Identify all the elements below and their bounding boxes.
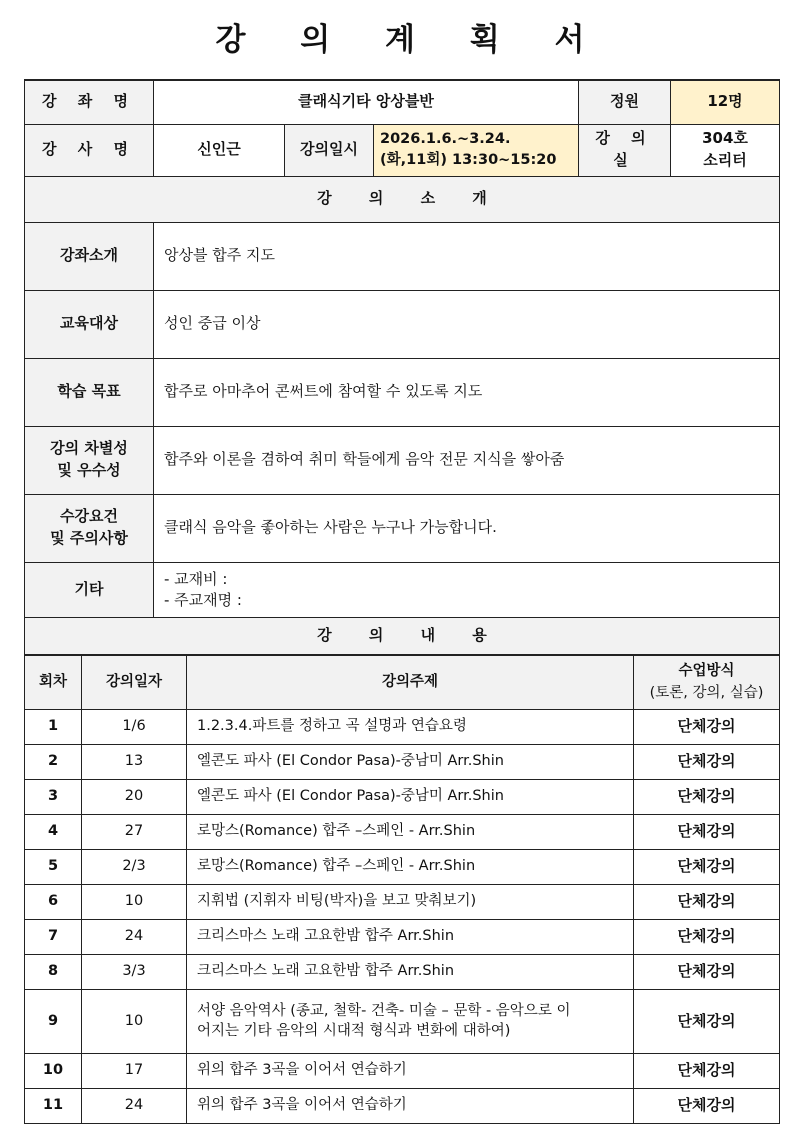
- schedule-times: (화,11회) 13:30~15:20: [380, 152, 557, 168]
- session-number: 4: [25, 815, 82, 850]
- etc-textbook-name: - 주교재명 :: [164, 590, 242, 609]
- schedule-section-title: 강 의 내 용: [25, 617, 780, 654]
- topic-line: 크리스마스 노래 고요한밤 합주 Arr.Shin: [197, 928, 455, 945]
- lecture-topic: [187, 815, 634, 850]
- topic-line: 엘콘도 파사 (El Condor Pasa)-중남미 Arr.Shin: [197, 753, 504, 770]
- schedule-body: [25, 710, 780, 1124]
- class-method: 단체강의: [634, 745, 780, 780]
- table-row: [25, 885, 780, 920]
- lecture-date: 3/3: [82, 955, 187, 990]
- intro-row: [25, 358, 780, 426]
- schedule-dates: 2026.1.6.~3.24.: [380, 130, 511, 147]
- intro-row-label: [25, 290, 154, 358]
- room-name: 소리터: [703, 151, 747, 169]
- intro-label-line: 수강요건: [60, 507, 118, 526]
- intro-section-title: 강 의 소 개: [25, 176, 780, 222]
- intro-label-line: 및 우수성: [57, 461, 121, 479]
- intro-row-value: 합주와 이론을 겸하여 취미 학들에게 음악 전문 지식을 쌓아줌: [154, 426, 780, 494]
- lecture-topic: [187, 745, 634, 780]
- intro-row-value: 성인 중급 이상: [154, 290, 780, 358]
- intro-row-label: [25, 494, 154, 562]
- instructor-name: 신인근: [154, 124, 285, 176]
- lecture-topic: [187, 990, 634, 1054]
- topic-line: 로망스(Romance) 합주 –스페인 - Arr.Shin: [197, 823, 476, 840]
- col-header-method: [634, 656, 780, 710]
- method-header-options: (토론, 강의, 실습): [649, 684, 764, 701]
- table-row: [25, 745, 780, 780]
- table-row: [25, 710, 780, 745]
- intro-row: [25, 426, 780, 494]
- class-method: 단체강의: [634, 780, 780, 815]
- course-name: 클래식기타 앙상블반: [154, 80, 579, 124]
- etc-label: 기타: [25, 562, 154, 617]
- intro-label-line: 교육대상: [60, 314, 118, 333]
- intro-row-value: 앙상블 합주 지도: [154, 222, 780, 290]
- lecture-topic: [187, 780, 634, 815]
- lecture-date: 1/6: [82, 710, 187, 745]
- lecture-topic: [187, 850, 634, 885]
- table-row: [25, 850, 780, 885]
- lecture-topic: [187, 885, 634, 920]
- table-row: [25, 955, 780, 990]
- lecture-date: 10: [82, 885, 187, 920]
- table-row: [25, 815, 780, 850]
- topic-line: 어지는 기타 음악의 시대적 형식과 변화에 대하여): [197, 1022, 511, 1039]
- class-method: 단체강의: [634, 920, 780, 955]
- intro-row: [25, 222, 780, 290]
- intro-row-value: 합주로 아마추어 콘써트에 참여할 수 있도록 지도: [154, 358, 780, 426]
- table-row: [25, 990, 780, 1054]
- etc-textbook-fee: - 교재비 :: [164, 570, 228, 589]
- course-name-label: 강 좌 명: [25, 80, 154, 124]
- schedule-value: [374, 124, 579, 176]
- intro-row-label: [25, 358, 154, 426]
- lecture-date: 10: [82, 990, 187, 1054]
- topic-line: 지휘법 (지휘자 비팅(박자)을 보고 맞춰보기): [197, 893, 477, 910]
- session-number: 8: [25, 955, 82, 990]
- lecture-topic: [187, 1054, 634, 1089]
- session-number: 9: [25, 990, 82, 1054]
- class-method: 단체강의: [634, 1054, 780, 1089]
- session-number: 3: [25, 780, 82, 815]
- schedule-header-row: [25, 656, 780, 710]
- topic-line: 서양 음악역사 (종교, 철학- 건축- 미술 – 문학 - 음악으로 이: [197, 1002, 571, 1019]
- intro-label-line: 학습 목표: [57, 382, 121, 401]
- table-row: [25, 780, 780, 815]
- lecture-date: 24: [82, 1089, 187, 1124]
- topic-line: 위의 합주 3곡을 이어서 연습하기: [197, 1097, 407, 1114]
- page-title: 강 의 계 획 서: [215, 22, 607, 58]
- intro-row-value: 클래식 음악을 좋아하는 사람은 누구나 가능합니다.: [154, 494, 780, 562]
- lecture-date: 20: [82, 780, 187, 815]
- topic-line: 위의 합주 3곡을 이어서 연습하기: [197, 1062, 407, 1079]
- intro-label-line: 및 주의사항: [50, 529, 128, 547]
- schedule-table: [24, 655, 780, 1124]
- lecture-topic: [187, 920, 634, 955]
- instructor-label: 강 사 명: [25, 124, 154, 176]
- lecture-date: 17: [82, 1054, 187, 1089]
- capacity-value: 12명: [671, 80, 780, 124]
- class-method: 단체강의: [634, 990, 780, 1054]
- session-number: 6: [25, 885, 82, 920]
- lecture-date: 27: [82, 815, 187, 850]
- session-number: 2: [25, 745, 82, 780]
- lecture-date: 24: [82, 920, 187, 955]
- room-value: [671, 124, 780, 176]
- etc-value: [154, 562, 780, 617]
- topic-line: 1.2.3.4.파트를 정하고 곡 설명과 연습요령: [197, 718, 467, 735]
- class-method: 단체강의: [634, 885, 780, 920]
- table-row: [25, 1089, 780, 1124]
- lecture-topic: [187, 1089, 634, 1124]
- intro-row-label: [25, 222, 154, 290]
- intro-label-line: 강의 차별성: [50, 439, 128, 458]
- session-number: 1: [25, 710, 82, 745]
- intro-row-label: [25, 426, 154, 494]
- capacity-label: 정원: [579, 80, 671, 124]
- class-method: 단체강의: [634, 850, 780, 885]
- lecture-date: 2/3: [82, 850, 187, 885]
- table-row: [25, 1054, 780, 1089]
- col-header-topic: 강의주제: [187, 656, 634, 710]
- intro-row: [25, 290, 780, 358]
- room-label: 강 의 실: [579, 124, 671, 176]
- col-header-date: 강의일자: [82, 656, 187, 710]
- intro-row: [25, 494, 780, 562]
- class-method: 단체강의: [634, 710, 780, 745]
- class-method: 단체강의: [634, 815, 780, 850]
- session-number: 7: [25, 920, 82, 955]
- class-method: 단체강의: [634, 1089, 780, 1124]
- session-number: 5: [25, 850, 82, 885]
- topic-line: 엘콘도 파사 (El Condor Pasa)-중남미 Arr.Shin: [197, 788, 504, 805]
- class-method: 단체강의: [634, 955, 780, 990]
- lecture-date: 13: [82, 745, 187, 780]
- lecture-topic: [187, 955, 634, 990]
- course-info-table: [24, 79, 780, 655]
- topic-line: 로망스(Romance) 합주 –스페인 - Arr.Shin: [197, 858, 476, 875]
- room-number: 304호: [702, 129, 748, 148]
- session-number: 11: [25, 1089, 82, 1124]
- lecture-topic: [187, 710, 634, 745]
- session-number: 10: [25, 1054, 82, 1089]
- col-header-session: 회차: [25, 656, 82, 710]
- schedule-label: 강의일시: [285, 124, 374, 176]
- intro-label-line: 강좌소개: [60, 246, 118, 265]
- method-header-title: 수업방식: [678, 663, 735, 680]
- table-row: [25, 920, 780, 955]
- topic-line: 크리스마스 노래 고요한밤 합주 Arr.Shin: [197, 963, 455, 980]
